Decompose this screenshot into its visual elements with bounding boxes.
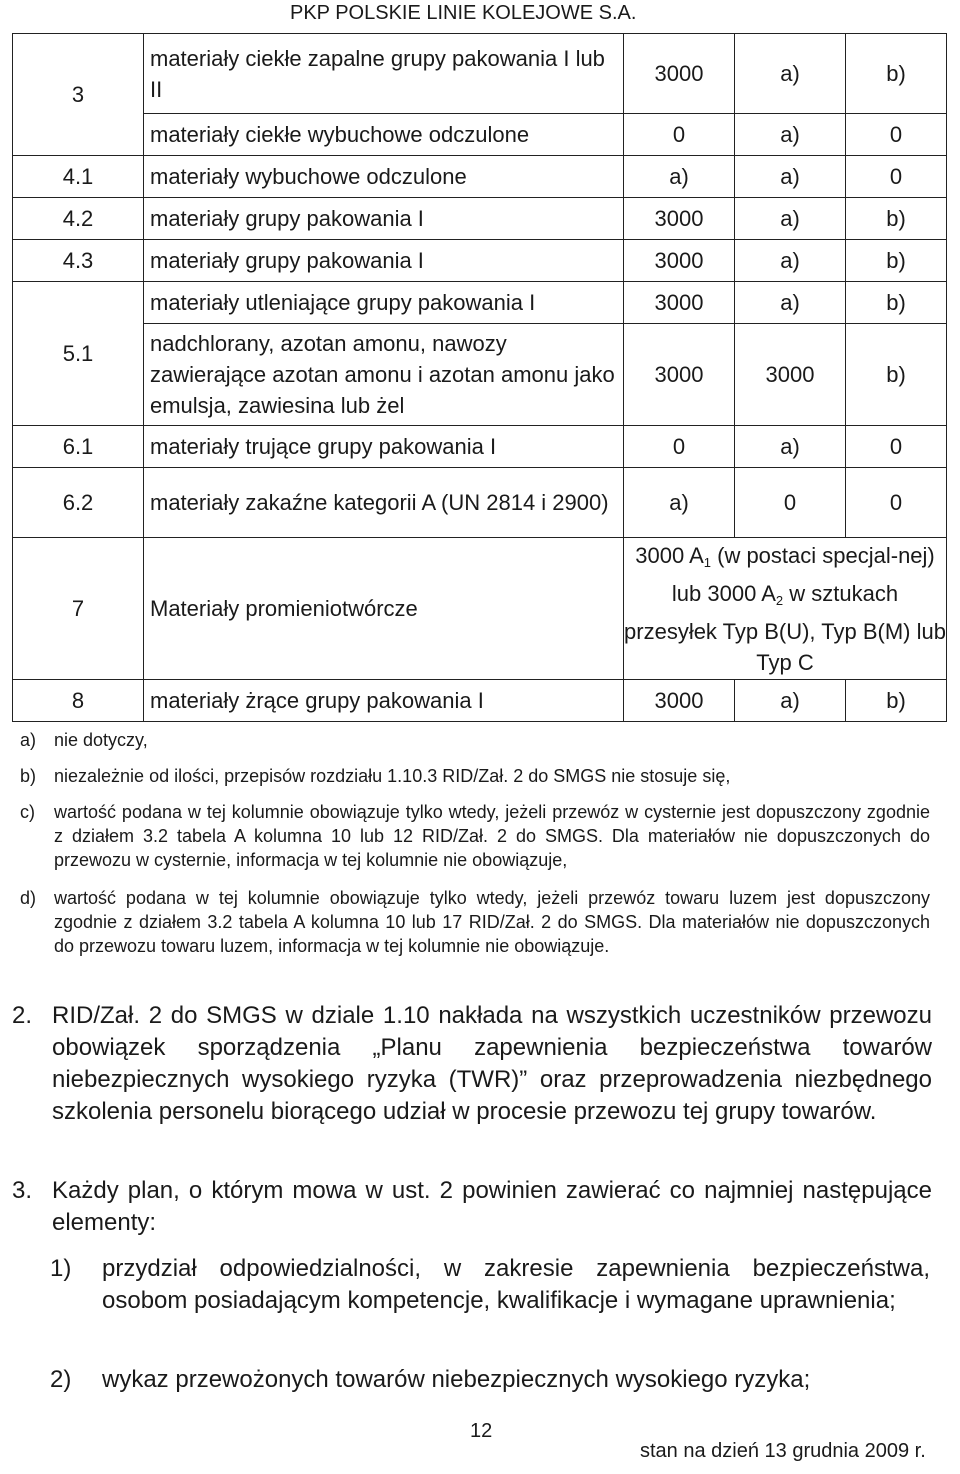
paragraph-label: 3. <box>12 1177 33 1204</box>
document-header: PKP POLSKIE LINIE KOLEJOWE S.A. <box>290 2 637 24</box>
value-cell: 0 <box>846 426 947 468</box>
revision-date: stan na dzień 13 grudnia 2009 r. <box>640 1440 926 1462</box>
table-row <box>13 240 947 282</box>
material-description: nadchlorany, azotan amonu, nawozy zawierające azotan amonu i azotan amonu jako emulsja, zawiesina lub żel <box>144 324 624 426</box>
material-description: Materiały promieniotwórcze <box>144 538 624 680</box>
value-cell: 0 <box>846 468 947 538</box>
table-row <box>13 282 947 324</box>
table-footnotes <box>20 728 930 958</box>
value-cell: a) <box>735 34 846 114</box>
material-description: materiały wybuchowe odczulone <box>144 156 624 198</box>
list-item-text: przydział odpowiedzialności, w zakresie zapewnienia bezpieczeństwa, osobom posiadającym kompetencje, kwalifikacje i wymagane uprawnienia; <box>102 1255 930 1314</box>
footnote <box>20 886 930 958</box>
footnote-text: niezależnie od ilości, przepisów rozdziału 1.10.3 RID/Zał. 2 do SMGS nie stosuje się, <box>54 766 731 786</box>
table-row <box>13 426 947 468</box>
class-number: 6.1 <box>13 426 144 468</box>
page-number: 12 <box>470 1420 493 1442</box>
dangerous-goods-table <box>12 33 947 722</box>
paragraph-3 <box>12 1175 932 1239</box>
value-cell: a) <box>735 426 846 468</box>
value-cell: b) <box>846 198 947 240</box>
class-number: 8 <box>13 680 144 722</box>
paragraph-text: Każdy plan, o którym mowa w ust. 2 powinien zawierać co najmniej następujące elementy: <box>52 1177 932 1236</box>
value-cell: 3000 <box>624 34 735 114</box>
material-description: materiały żrące grupy pakowania I <box>144 680 624 722</box>
value-cell: 0 <box>624 426 735 468</box>
footnote <box>20 728 930 752</box>
table-row <box>13 34 947 114</box>
material-description: materiały grupy pakowania I <box>144 198 624 240</box>
table-row <box>13 198 947 240</box>
list-item <box>50 1364 930 1396</box>
paragraph-label: 2. <box>12 1002 33 1029</box>
class-number: 6.2 <box>13 468 144 538</box>
value-cell: 3000 <box>624 282 735 324</box>
material-description: materiały grupy pakowania I <box>144 240 624 282</box>
value-cell: b) <box>846 282 947 324</box>
table-row <box>13 680 947 722</box>
list-item-label: 1) <box>50 1255 72 1282</box>
value-cell: 3000 <box>624 198 735 240</box>
value-cell: a) <box>735 282 846 324</box>
footnote-text: wartość podana w tej kolumnie obowiązuje tylko wtedy, jeżeli przewóz w cysternie jest dopuszczony zgodnie z działem 3.2 tabela A kolumna 10 lub 12 RID/Zał. 2 do SMGS. Dla materiałów nie dopuszczonych do przewozu w cysternie, informacja w tej kolumnie nie obowiązuje, <box>54 802 930 870</box>
footnote <box>20 800 930 872</box>
value-cell: 3000 <box>624 680 735 722</box>
value-cell: a) <box>735 680 846 722</box>
value-cell: a) <box>735 114 846 156</box>
value-cell: a) <box>735 240 846 282</box>
footnote-label: a) <box>20 730 37 750</box>
footnote-label: d) <box>20 888 37 908</box>
table-row <box>13 538 947 680</box>
class-number: 4.1 <box>13 156 144 198</box>
list-item <box>50 1253 930 1317</box>
paragraph-text: RID/Zał. 2 do SMGS w dziale 1.10 nakłada na wszystkich uczestników przewozu obowiązek sporządzenia „Planu zapewnienia bezpieczeństwa towarów niebezpiecznych wysokiego ryzyka (TWR)” oraz przeprowadzenia niezbędnego szkolenia personelu biorącego udział w procesie przewozu tej grupy towarów. <box>52 1002 932 1125</box>
class-number: 5.1 <box>13 282 144 426</box>
merged-value-cell: 3000 $A_1$ (w postaci specjal-nej) lub 3000 $A_2$ w sztukach przesyłek Typ B(U), Typ B(M) lub Typ C <box>624 538 947 680</box>
footnote <box>20 764 930 788</box>
list-item-text: wykaz przewożonych towarów niebezpiecznych wysokiego ryzyka; <box>102 1366 811 1393</box>
table-row <box>13 156 947 198</box>
value-cell: 3000 <box>624 240 735 282</box>
value-cell: a) <box>624 156 735 198</box>
value-cell: b) <box>846 34 947 114</box>
class-number: 4.3 <box>13 240 144 282</box>
footnote-label: c) <box>20 802 35 822</box>
value-cell: a) <box>735 156 846 198</box>
value-cell: 0 <box>846 114 947 156</box>
footnote-text: nie dotyczy, <box>54 730 148 750</box>
footnote-text: wartość podana w tej kolumnie obowiązuje tylko wtedy, jeżeli przewóz towaru luzem jest dopuszczony zgodnie z działem 3.2 tabela A kolumna 10 lub 17 RID/Zał. 2 do SMGS. Dla materiałów nie dopuszczonych do przewozu towaru luzem, informacja w tej kolumnie nie obowiązuje. <box>54 888 930 956</box>
value-cell: b) <box>846 240 947 282</box>
material-description: materiały trujące grupy pakowania I <box>144 426 624 468</box>
value-cell: a) <box>735 198 846 240</box>
value-cell: b) <box>846 680 947 722</box>
paragraph-2 <box>12 1000 932 1128</box>
value-cell: b) <box>846 324 947 426</box>
material-description: materiały zakaźne kategorii A (UN 2814 i 2900) <box>144 468 624 538</box>
value-cell: 0 <box>624 114 735 156</box>
class-number: 7 <box>13 538 144 680</box>
table-row <box>13 468 947 538</box>
value-cell: 0 <box>846 156 947 198</box>
class-number: 3 <box>13 34 144 156</box>
list-item-label: 2) <box>50 1366 72 1393</box>
class-number: 4.2 <box>13 198 144 240</box>
material-description: materiały ciekłe wybuchowe odczulone <box>144 114 624 156</box>
value-cell: 3000 <box>624 324 735 426</box>
value-cell: 0 <box>735 468 846 538</box>
value-cell: a) <box>624 468 735 538</box>
value-cell: 3000 <box>735 324 846 426</box>
material-description: materiały utleniające grupy pakowania I <box>144 282 624 324</box>
table-row <box>13 114 947 156</box>
footnote-label: b) <box>20 766 37 786</box>
table-row <box>13 324 947 426</box>
material-description: materiały ciekłe zapalne grupy pakowania I lub II <box>144 34 624 114</box>
